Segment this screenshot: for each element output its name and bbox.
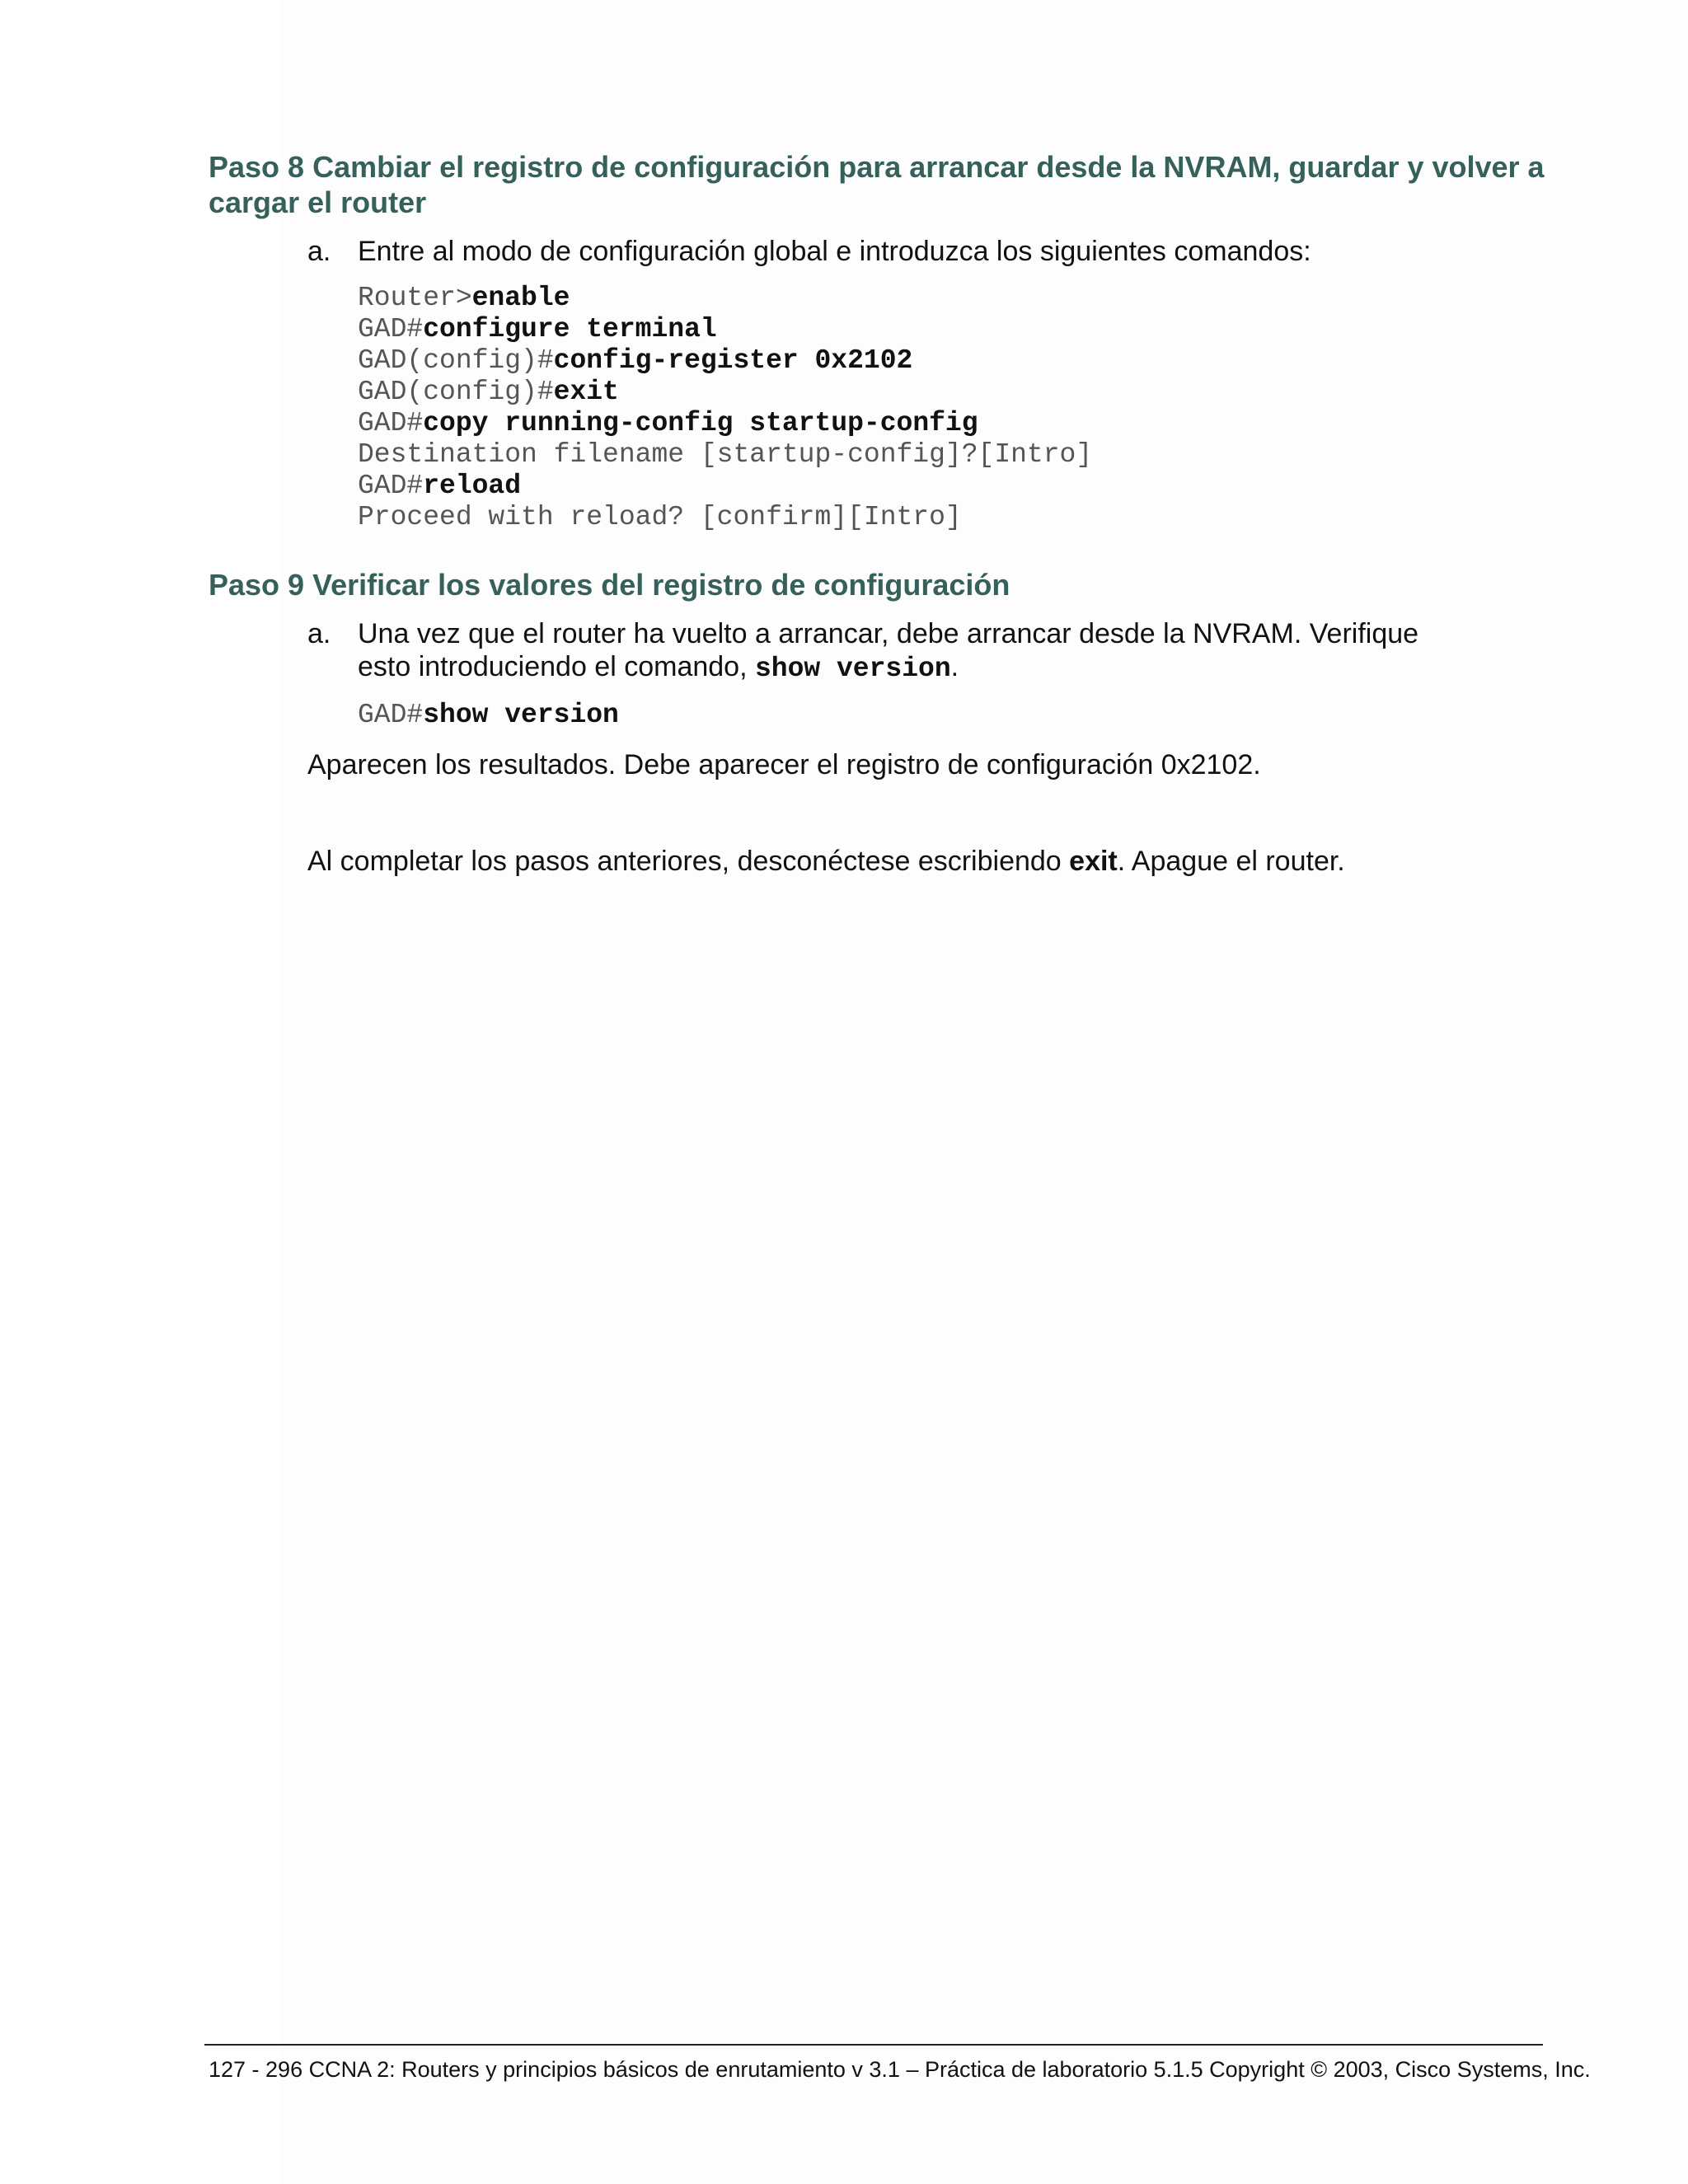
step-9-heading: Paso 9 Verificar los valores del registro de configuración — [209, 568, 1010, 602]
code-line — [358, 408, 1092, 439]
step-9-instruction — [358, 617, 1470, 686]
code-command: copy running-config startup-config — [423, 408, 978, 438]
code-line — [358, 377, 1092, 408]
code-line — [358, 314, 1092, 345]
code-output: Proceed with reload? [confirm][Intro] — [358, 502, 962, 532]
code-command: enable — [471, 283, 570, 313]
instruction-end: . — [950, 651, 959, 682]
list-marker: a. — [307, 618, 331, 649]
closing-end: . Apague el router. — [1117, 846, 1345, 877]
code-prompt: GAD# — [358, 408, 424, 438]
step-9-command-block — [358, 700, 619, 731]
page-footer: 127 - 296 CCNA 2: Routers y principios básicos de enrutamiento v 3.1 – Práctica de laboratorio 5.1.5 Copyright © 2003, Cisco Systems, Inc. — [209, 2057, 1591, 2082]
code-line — [358, 439, 1092, 471]
closing-paragraph — [307, 845, 1544, 878]
step-8-heading: Paso 8 Cambiar el registro de configuración para arrancar desde la NVRAM, guardar y volver a cargar el router — [209, 150, 1545, 219]
code-prompt: GAD(config)# — [358, 345, 554, 376]
instruction-text: Una vez que el router ha vuelto a arrancar, debe arrancar desde la NVRAM. Verifique esto introduciendo el comando, — [358, 618, 1419, 682]
code-line — [358, 471, 1092, 502]
code-prompt: GAD# — [358, 700, 424, 730]
list-marker: a. — [307, 236, 331, 267]
step-8-item-a — [307, 235, 1478, 268]
code-line — [358, 283, 1092, 314]
step-8-instruction: Entre al modo de configuración global e introduzca los siguientes comandos: — [358, 236, 1311, 267]
code-command: exit — [553, 377, 619, 407]
code-line — [358, 345, 1092, 377]
code-command: config-register 0x2102 — [553, 345, 913, 376]
closing-command: exit — [1069, 846, 1118, 877]
inline-command: show version — [754, 654, 951, 684]
step-9-item-a — [307, 617, 1478, 683]
footer-divider — [204, 2044, 1543, 2046]
code-command: reload — [423, 471, 522, 501]
code-output: Destination filename [startup-config]?[Intro] — [358, 439, 1093, 470]
code-line — [358, 700, 619, 731]
code-prompt: GAD# — [358, 314, 424, 344]
code-command: show version — [423, 700, 619, 730]
code-prompt: GAD# — [358, 471, 424, 501]
code-prompt: GAD(config)# — [358, 377, 554, 407]
code-line — [358, 502, 1092, 533]
closing-text: Al completar los pasos anteriores, desconéctese escribiendo — [307, 846, 1070, 877]
step-8-command-block — [358, 283, 1092, 533]
code-command: configure terminal — [423, 314, 717, 344]
results-paragraph: Aparecen los resultados. Debe aparecer el registro de configuración 0x2102. — [307, 749, 1261, 780]
code-prompt: Router> — [358, 283, 472, 313]
